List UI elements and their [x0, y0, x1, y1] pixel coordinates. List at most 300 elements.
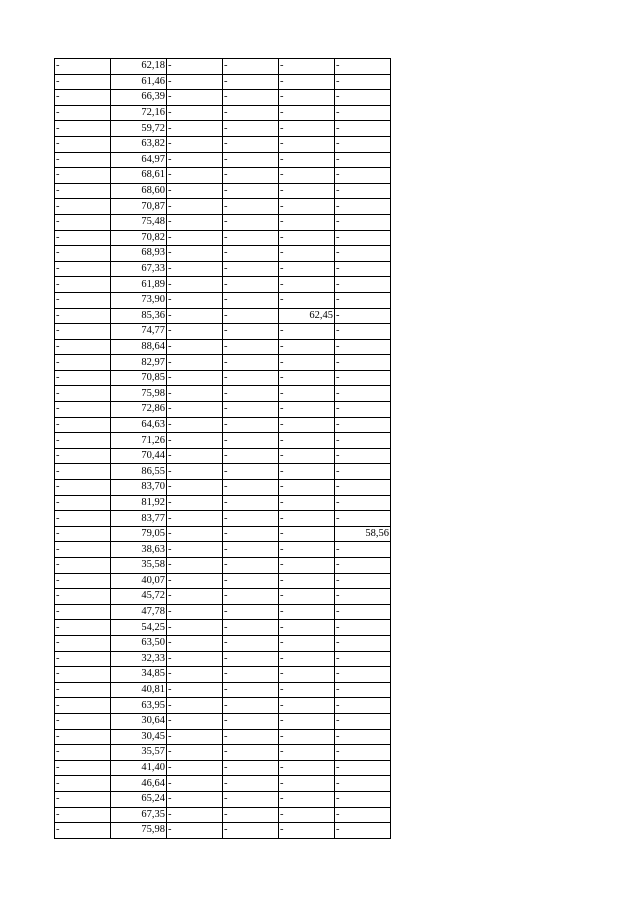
- table-cell: -: [223, 121, 279, 137]
- table-row: [55, 355, 391, 371]
- table-cell: -: [223, 292, 279, 308]
- table-cell: -: [55, 199, 111, 215]
- table-row: [55, 324, 391, 340]
- table-cell: -: [167, 823, 223, 839]
- table-cell: -: [55, 604, 111, 620]
- table-cell: -: [335, 324, 391, 340]
- table-row: [55, 558, 391, 574]
- table-row: [55, 480, 391, 496]
- table-cell: -: [335, 339, 391, 355]
- table-cell: -: [167, 168, 223, 184]
- table-cell: -: [223, 791, 279, 807]
- table-cell: -: [335, 558, 391, 574]
- table-cell: -: [223, 620, 279, 636]
- table-cell: -: [279, 292, 335, 308]
- table-cell: -: [167, 464, 223, 480]
- table-cell: -: [335, 698, 391, 714]
- table-cell: -: [279, 589, 335, 605]
- table-cell: -: [167, 339, 223, 355]
- table-cell: 46,64: [111, 776, 167, 792]
- table-cell: -: [335, 729, 391, 745]
- table-cell: -: [279, 542, 335, 558]
- table-cell: -: [167, 480, 223, 496]
- table-cell: -: [167, 589, 223, 605]
- table-cell: -: [279, 729, 335, 745]
- table-cell: -: [335, 464, 391, 480]
- table-cell: -: [279, 230, 335, 246]
- table-cell: -: [55, 635, 111, 651]
- table-cell: -: [167, 776, 223, 792]
- table-cell: -: [167, 386, 223, 402]
- table-cell: -: [167, 729, 223, 745]
- table-cell: -: [279, 183, 335, 199]
- table-row: [55, 277, 391, 293]
- table-cell: -: [55, 433, 111, 449]
- table-cell: -: [55, 246, 111, 262]
- table-cell: -: [223, 402, 279, 418]
- table-cell: -: [55, 168, 111, 184]
- table-cell: -: [279, 667, 335, 683]
- table-cell: 72,86: [111, 402, 167, 418]
- table-cell: -: [167, 682, 223, 698]
- table-row: [55, 635, 391, 651]
- table-cell: -: [55, 277, 111, 293]
- table-row: [55, 526, 391, 542]
- table-cell: -: [335, 292, 391, 308]
- table-cell: -: [55, 136, 111, 152]
- table-cell: -: [335, 74, 391, 90]
- table-cell: -: [335, 355, 391, 371]
- table-cell: -: [223, 59, 279, 75]
- table-cell: -: [335, 121, 391, 137]
- table-cell: -: [335, 417, 391, 433]
- table-cell: -: [279, 214, 335, 230]
- table-cell: 68,61: [111, 168, 167, 184]
- table-cell: -: [279, 355, 335, 371]
- table-cell: -: [223, 246, 279, 262]
- table-cell: 35,58: [111, 558, 167, 574]
- table-cell: -: [223, 230, 279, 246]
- table-cell: 75,48: [111, 214, 167, 230]
- table-cell: -: [279, 604, 335, 620]
- table-cell: -: [167, 152, 223, 168]
- table-cell: -: [223, 480, 279, 496]
- table-cell: -: [279, 698, 335, 714]
- table-cell: -: [335, 261, 391, 277]
- table-cell: -: [55, 776, 111, 792]
- table-cell: 40,07: [111, 573, 167, 589]
- table-cell: -: [55, 511, 111, 527]
- table-cell: -: [223, 713, 279, 729]
- table-cell: -: [223, 105, 279, 121]
- table-cell: -: [279, 823, 335, 839]
- table-cell: 67,35: [111, 807, 167, 823]
- table-cell: 86,55: [111, 464, 167, 480]
- table-cell: -: [279, 324, 335, 340]
- table-cell: 75,98: [111, 386, 167, 402]
- table-cell: -: [223, 807, 279, 823]
- table-cell: -: [167, 698, 223, 714]
- table-row: [55, 823, 391, 839]
- table-cell: -: [223, 90, 279, 106]
- table-row: [55, 152, 391, 168]
- table-cell: -: [223, 760, 279, 776]
- table-cell: -: [167, 448, 223, 464]
- table-cell: -: [223, 573, 279, 589]
- table-cell: -: [167, 308, 223, 324]
- table-row: [55, 59, 391, 75]
- table-cell: -: [223, 698, 279, 714]
- table-cell: -: [223, 776, 279, 792]
- table-cell: 65,24: [111, 791, 167, 807]
- table-cell: -: [279, 682, 335, 698]
- table-cell: -: [167, 620, 223, 636]
- table-cell: -: [223, 635, 279, 651]
- table-cell: -: [223, 308, 279, 324]
- table-cell: 38,63: [111, 542, 167, 558]
- table-cell: -: [335, 448, 391, 464]
- table-cell: -: [279, 745, 335, 761]
- table-cell: -: [279, 136, 335, 152]
- table-cell: -: [335, 433, 391, 449]
- table-cell: 88,64: [111, 339, 167, 355]
- table-row: [55, 682, 391, 698]
- table-row: [55, 261, 391, 277]
- table-cell: 64,63: [111, 417, 167, 433]
- table-cell: -: [335, 136, 391, 152]
- table-cell: -: [279, 651, 335, 667]
- table-cell: -: [223, 464, 279, 480]
- table-cell: -: [335, 199, 391, 215]
- table-cell: -: [279, 713, 335, 729]
- table-cell: -: [55, 74, 111, 90]
- table-cell: -: [335, 760, 391, 776]
- table-cell: 68,60: [111, 183, 167, 199]
- table-cell: -: [167, 433, 223, 449]
- table-cell: -: [279, 433, 335, 449]
- table-cell: -: [335, 214, 391, 230]
- table-cell: -: [55, 464, 111, 480]
- table-row: [55, 589, 391, 605]
- table-cell: -: [279, 417, 335, 433]
- table-cell: 54,25: [111, 620, 167, 636]
- table-cell: 41,40: [111, 760, 167, 776]
- table-row: [55, 370, 391, 386]
- table-cell: -: [335, 620, 391, 636]
- table-cell: -: [167, 183, 223, 199]
- table-row: [55, 620, 391, 636]
- table-row: [55, 121, 391, 137]
- table-cell: -: [55, 386, 111, 402]
- table-cell: 83,77: [111, 511, 167, 527]
- table-cell: 70,44: [111, 448, 167, 464]
- table-cell: 32,33: [111, 651, 167, 667]
- table-cell: 47,78: [111, 604, 167, 620]
- table-cell: -: [335, 90, 391, 106]
- table-row: [55, 542, 391, 558]
- table-cell: -: [223, 324, 279, 340]
- table-cell: -: [223, 823, 279, 839]
- table-cell: -: [167, 105, 223, 121]
- table-cell: -: [55, 495, 111, 511]
- table-cell: 70,87: [111, 199, 167, 215]
- table-row: [55, 402, 391, 418]
- table-cell: -: [167, 324, 223, 340]
- table-cell: -: [279, 760, 335, 776]
- table-cell: -: [223, 199, 279, 215]
- table-cell: -: [279, 121, 335, 137]
- table-row: [55, 791, 391, 807]
- table-cell: -: [279, 791, 335, 807]
- table-cell: -: [167, 402, 223, 418]
- table-cell: -: [279, 495, 335, 511]
- table-cell: -: [279, 807, 335, 823]
- table-cell: -: [335, 495, 391, 511]
- table-cell: -: [279, 199, 335, 215]
- table-cell: -: [55, 261, 111, 277]
- table-row: [55, 495, 391, 511]
- table-cell: -: [55, 558, 111, 574]
- table-cell: -: [55, 121, 111, 137]
- table-cell: -: [55, 183, 111, 199]
- table-cell: -: [55, 230, 111, 246]
- table-cell: 30,45: [111, 729, 167, 745]
- table-cell: -: [335, 573, 391, 589]
- table-cell: -: [55, 791, 111, 807]
- table-cell: -: [279, 464, 335, 480]
- table-cell: 34,85: [111, 667, 167, 683]
- table-row: [55, 511, 391, 527]
- table-cell: -: [279, 59, 335, 75]
- table-cell: -: [55, 667, 111, 683]
- table-cell: -: [335, 246, 391, 262]
- table-cell: 73,90: [111, 292, 167, 308]
- table-cell: -: [55, 308, 111, 324]
- table-cell: -: [279, 511, 335, 527]
- table-cell: 63,95: [111, 698, 167, 714]
- table-cell: -: [335, 542, 391, 558]
- table-cell: -: [167, 511, 223, 527]
- table-cell: -: [335, 230, 391, 246]
- table-cell: -: [55, 682, 111, 698]
- table-cell: 66,39: [111, 90, 167, 106]
- table-cell: -: [55, 402, 111, 418]
- table-row: [55, 246, 391, 262]
- table-cell: -: [335, 105, 391, 121]
- table-cell: -: [279, 168, 335, 184]
- table-row: [55, 464, 391, 480]
- table-cell: 40,81: [111, 682, 167, 698]
- table-row: [55, 433, 391, 449]
- table-row: [55, 745, 391, 761]
- table-cell: -: [335, 480, 391, 496]
- table-cell: -: [279, 776, 335, 792]
- table-cell: -: [335, 823, 391, 839]
- table-cell: -: [279, 246, 335, 262]
- table-cell: -: [279, 339, 335, 355]
- table-cell: -: [223, 511, 279, 527]
- table-cell: -: [55, 651, 111, 667]
- table-cell: -: [223, 136, 279, 152]
- table-cell: -: [55, 90, 111, 106]
- table-cell: -: [335, 168, 391, 184]
- table-cell: -: [167, 558, 223, 574]
- table-cell: 68,93: [111, 246, 167, 262]
- table-cell: -: [55, 152, 111, 168]
- table-cell: 82,97: [111, 355, 167, 371]
- table-row: [55, 230, 391, 246]
- table-row: [55, 417, 391, 433]
- table-cell: 45,72: [111, 589, 167, 605]
- table-cell: -: [223, 74, 279, 90]
- table-cell: -: [167, 74, 223, 90]
- table-row: [55, 698, 391, 714]
- table-cell: 62,18: [111, 59, 167, 75]
- table-cell: -: [223, 558, 279, 574]
- table-row: [55, 199, 391, 215]
- table-cell: -: [167, 214, 223, 230]
- table-cell: -: [223, 183, 279, 199]
- table-row: [55, 292, 391, 308]
- table-cell: -: [335, 604, 391, 620]
- table-cell: -: [223, 417, 279, 433]
- table-cell: -: [167, 745, 223, 761]
- table-cell: -: [279, 558, 335, 574]
- data-table: [54, 58, 391, 839]
- table-cell: -: [335, 745, 391, 761]
- table-cell: -: [335, 682, 391, 698]
- table-row: [55, 214, 391, 230]
- table-cell: -: [223, 355, 279, 371]
- table-cell: -: [335, 511, 391, 527]
- table-cell: -: [335, 277, 391, 293]
- table-cell: -: [279, 620, 335, 636]
- table-cell: -: [55, 542, 111, 558]
- table-row: [55, 90, 391, 106]
- table-cell: -: [167, 713, 223, 729]
- table-row: [55, 604, 391, 620]
- table-cell: -: [55, 745, 111, 761]
- table-cell: -: [223, 542, 279, 558]
- table-cell: -: [55, 573, 111, 589]
- table-row: [55, 339, 391, 355]
- table-cell: -: [223, 433, 279, 449]
- table-cell: -: [223, 526, 279, 542]
- table-cell: -: [55, 292, 111, 308]
- table-cell: -: [167, 370, 223, 386]
- table-cell: -: [279, 105, 335, 121]
- table-cell: -: [167, 651, 223, 667]
- table-cell: -: [223, 261, 279, 277]
- table-cell: -: [279, 152, 335, 168]
- table-cell: -: [223, 604, 279, 620]
- table-cell: -: [335, 807, 391, 823]
- table-cell: 72,16: [111, 105, 167, 121]
- table-cell: -: [223, 339, 279, 355]
- table-cell: -: [55, 713, 111, 729]
- table-cell: -: [335, 152, 391, 168]
- table-cell: -: [335, 651, 391, 667]
- table-row: [55, 448, 391, 464]
- table-cell: 30,64: [111, 713, 167, 729]
- table-cell: -: [279, 573, 335, 589]
- table-row: [55, 136, 391, 152]
- table-cell: -: [223, 386, 279, 402]
- table-cell: -: [167, 807, 223, 823]
- table-row: [55, 713, 391, 729]
- table-cell: 71,26: [111, 433, 167, 449]
- table-row: [55, 573, 391, 589]
- table-cell: -: [167, 667, 223, 683]
- table-cell: 58,56: [335, 526, 391, 542]
- table-cell: 59,72: [111, 121, 167, 137]
- table-cell: 61,46: [111, 74, 167, 90]
- table-row: [55, 729, 391, 745]
- table-cell: -: [223, 745, 279, 761]
- table-cell: -: [335, 589, 391, 605]
- table-cell: 83,70: [111, 480, 167, 496]
- table-cell: -: [167, 59, 223, 75]
- table-row: [55, 760, 391, 776]
- table-cell: 63,82: [111, 136, 167, 152]
- table-cell: -: [167, 760, 223, 776]
- table-cell: -: [55, 589, 111, 605]
- table-row: [55, 105, 391, 121]
- table-cell: -: [223, 682, 279, 698]
- table-cell: -: [223, 370, 279, 386]
- table-cell: -: [167, 526, 223, 542]
- table-cell: -: [223, 448, 279, 464]
- table-cell: -: [55, 729, 111, 745]
- table-row: [55, 667, 391, 683]
- table-cell: -: [55, 214, 111, 230]
- table-cell: -: [167, 230, 223, 246]
- table-cell: -: [167, 199, 223, 215]
- table-cell: 74,77: [111, 324, 167, 340]
- table-cell: -: [167, 791, 223, 807]
- table-cell: -: [279, 386, 335, 402]
- table-body: [55, 59, 391, 839]
- table-cell: -: [279, 402, 335, 418]
- table-cell: -: [279, 277, 335, 293]
- table-cell: -: [335, 776, 391, 792]
- table-cell: 81,92: [111, 495, 167, 511]
- table-row: [55, 308, 391, 324]
- table-cell: -: [279, 480, 335, 496]
- table-cell: -: [279, 74, 335, 90]
- table-cell: 67,33: [111, 261, 167, 277]
- table-cell: -: [167, 355, 223, 371]
- table-cell: -: [335, 308, 391, 324]
- table-cell: -: [55, 823, 111, 839]
- table-cell: -: [279, 370, 335, 386]
- table-row: [55, 168, 391, 184]
- table-cell: -: [335, 402, 391, 418]
- table-cell: -: [223, 152, 279, 168]
- table-cell: -: [55, 324, 111, 340]
- table-cell: 61,89: [111, 277, 167, 293]
- table-cell: -: [335, 183, 391, 199]
- table-cell: -: [167, 542, 223, 558]
- table-cell: -: [279, 448, 335, 464]
- table-cell: -: [167, 495, 223, 511]
- table-cell: -: [55, 698, 111, 714]
- table-cell: -: [55, 526, 111, 542]
- table-cell: -: [335, 667, 391, 683]
- table-cell: 64,97: [111, 152, 167, 168]
- table-cell: -: [223, 214, 279, 230]
- table-cell: -: [223, 729, 279, 745]
